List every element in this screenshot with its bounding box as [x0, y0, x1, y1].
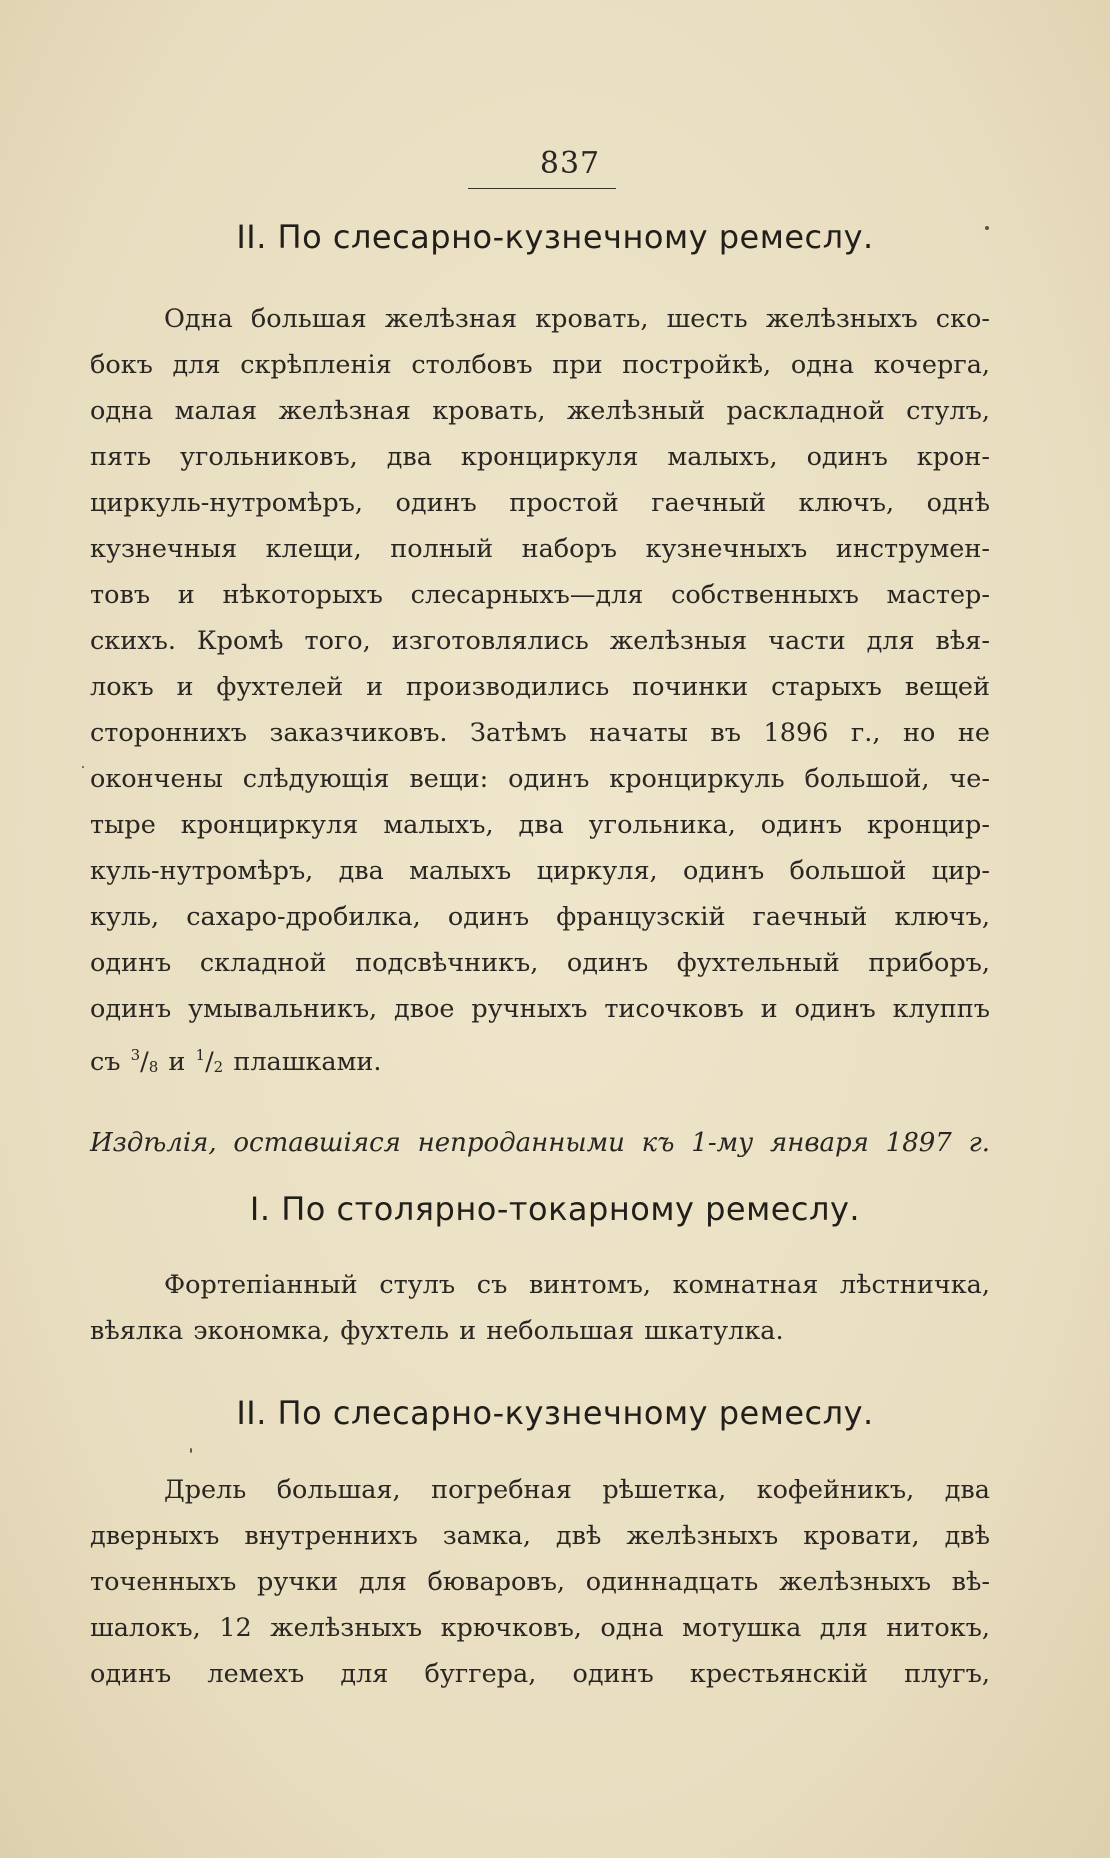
paragraph-metalwork-unsold — [90, 1467, 990, 1697]
paper-speck — [985, 226, 989, 230]
text-line: шалокъ, 12 желѣзныхъ крючковъ, одна мотушка для нитокъ, — [90, 1613, 990, 1643]
text-line: товъ и нѣкоторыхъ слесарныхъ—для собственныхъ мастер- — [90, 580, 990, 610]
text-line: куль-нутромѣръ, два малыхъ циркуля, одинъ большой цир- — [90, 856, 990, 886]
paper-speck — [190, 1448, 192, 1453]
fraction-denominator: 8 — [148, 1058, 159, 1076]
text-line: скихъ. Кромѣ того, изготовлялись желѣзныя части для вѣя- — [90, 626, 990, 656]
fraction-denominator: 2 — [213, 1058, 224, 1076]
text-line: одинъ складной подсвѣчникъ, одинъ фухтельный приборъ, — [90, 948, 990, 978]
paper-speck — [82, 766, 84, 768]
text-line: Дрель большая, погребная рѣшетка, кофейникъ, два — [164, 1475, 990, 1505]
heading-woodwork: I. По столярно-токарному ремеслу. — [249, 1190, 861, 1228]
text-line: локъ и фухтелей и производились починки старыхъ вещей — [90, 672, 990, 702]
text-line: Одна большая желѣзная кровать, шесть желѣзныхъ ско- — [164, 304, 990, 334]
text-line-fractions: съ $^3/_8$ и $^1/_2$ плашками. — [90, 1046, 382, 1077]
text-line: точенныхъ ручки для бюваровъ, одиннадцать желѣзныхъ вѣ- — [90, 1567, 990, 1597]
text-line: окончены слѣдующія вещи: одинъ кронциркуль большой, че- — [90, 764, 990, 794]
text-line: кузнечныя клещи, полный наборъ кузнечныхъ инструмен- — [90, 534, 990, 564]
text-line: пять угольниковъ, два кронциркуля малыхъ, одинъ крон- — [90, 442, 990, 472]
heading-metalwork-2: II. По слесарно-кузнечному ремеслу. — [236, 1394, 874, 1432]
heading-metalwork-1: II. По слесарно-кузнечному ремеслу. — [236, 218, 874, 256]
text-line: одинъ лемехъ для буггера, одинъ крестьянскій плугъ, — [90, 1659, 990, 1689]
text-line: одна малая желѣзная кровать, желѣзный раскладной стулъ, — [90, 396, 990, 426]
text-line: циркуль-нутромѣръ, одинъ простой гаечный ключъ, однѣ — [90, 488, 990, 518]
text-line: бокъ для скрѣпленія столбовъ при постройкѣ, одна кочерга, — [90, 350, 990, 380]
text-line: одинъ умывальникъ, двое ручныхъ тисочковъ и одинъ клуппъ — [90, 994, 990, 1024]
fraction-line-before: съ — [90, 1047, 121, 1077]
fraction-numerator: 1 — [195, 1046, 206, 1064]
text-line: вѣялка экономка, фухтель и небольшая шкатулка. — [90, 1316, 784, 1346]
fraction-line-middle: и — [168, 1047, 186, 1077]
paragraph-woodwork-unsold — [90, 1262, 990, 1354]
text-line: Фортепіанный стулъ съ винтомъ, комнатная лѣстничка, — [164, 1270, 990, 1300]
fraction-numerator: 3 — [130, 1046, 141, 1064]
text-line: куль, сахаро-дробилка, одинъ французскій гаечный ключъ, — [90, 902, 990, 932]
page-number: 837 — [539, 146, 601, 181]
fraction-line-after: плашками. — [233, 1047, 382, 1077]
text-line: стороннихъ заказчиковъ. Затѣмъ начаты въ 1896 г., но не — [90, 718, 990, 748]
unsold-items-subtitle: Издѣлія, оставшіяся непроданными къ 1-му января 1897 г. — [90, 1128, 990, 1158]
text-line: тыре кронциркуля малыхъ, два угольника, одинъ кронцир- — [90, 810, 990, 840]
page-number-rule — [468, 188, 616, 189]
text-line: дверныхъ внутреннихъ замка, двѣ желѣзныхъ кровати, двѣ — [90, 1521, 990, 1551]
paragraph-metalwork-work — [90, 296, 990, 1078]
